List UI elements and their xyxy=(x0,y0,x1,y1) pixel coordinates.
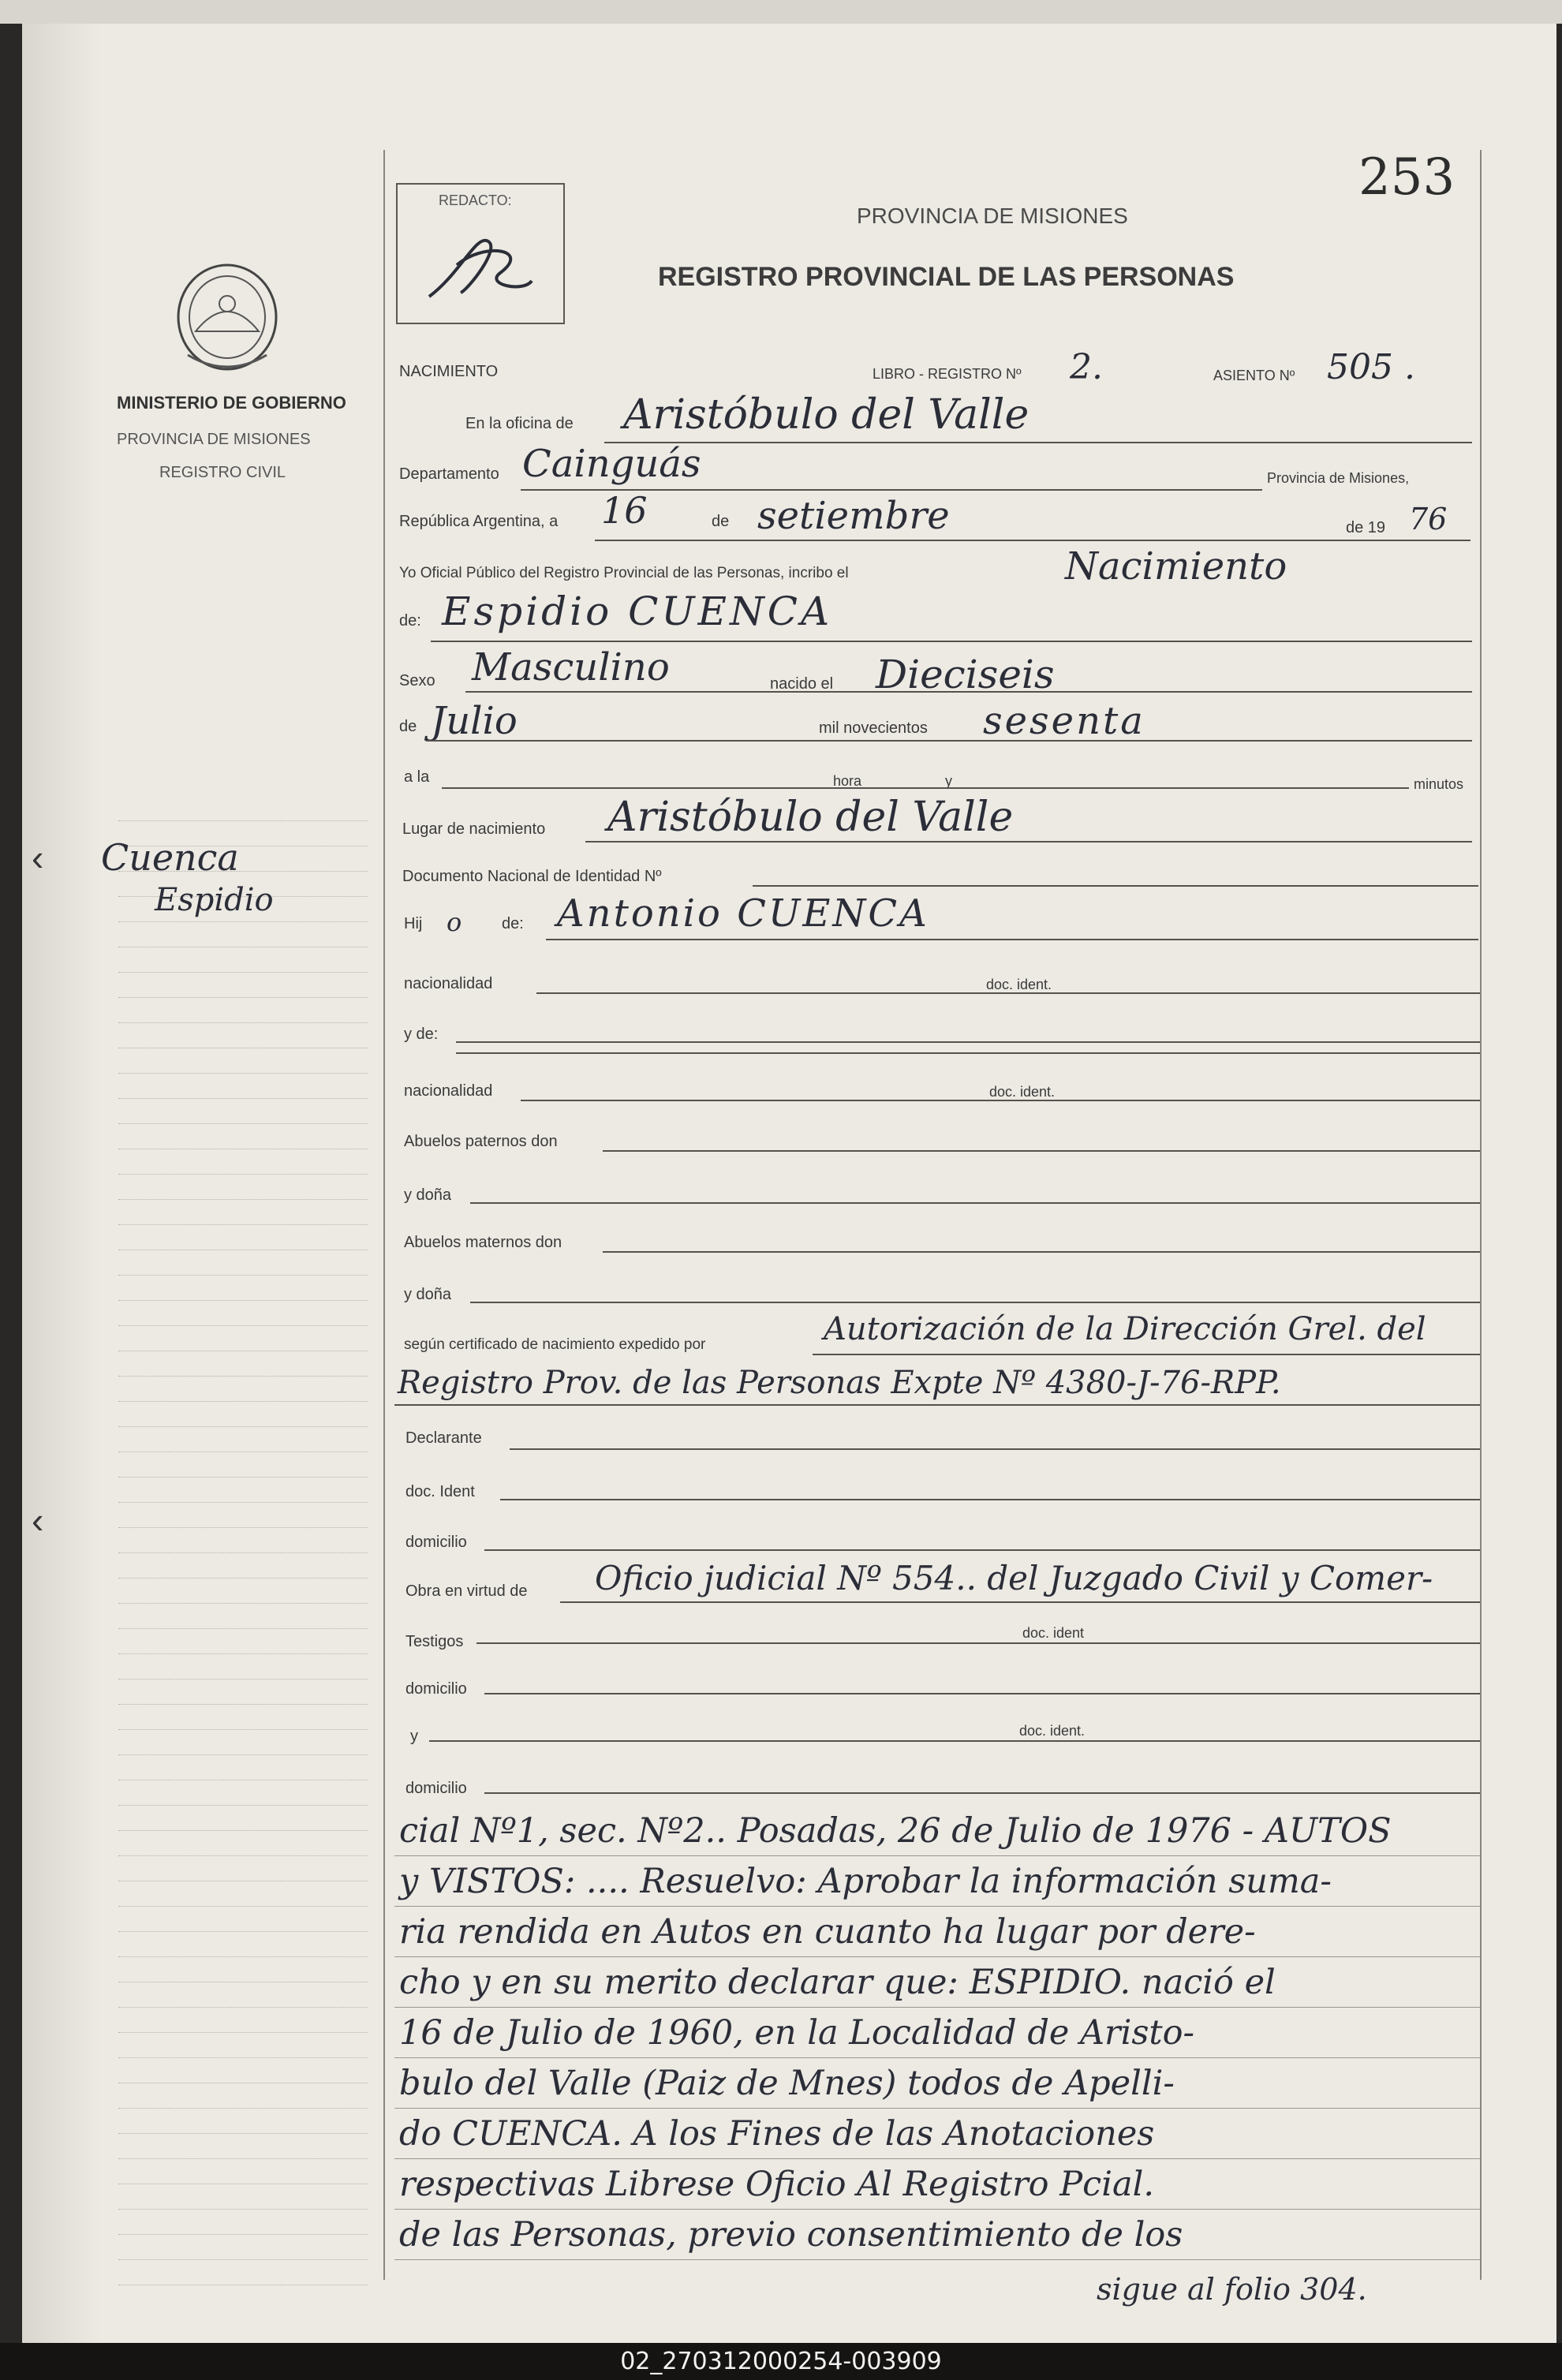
lugar-value: Aristóbulo del Valle xyxy=(607,794,1014,841)
margin-dotted-line xyxy=(118,1401,368,1402)
margin-dotted-line xyxy=(118,972,368,973)
departamento-value: Cainguás xyxy=(522,442,701,486)
rule-cert-1 xyxy=(813,1354,1480,1355)
libro-value: 2. xyxy=(1070,347,1103,387)
month-value: setiembre xyxy=(757,494,950,538)
padre-value: Antonio CUENCA xyxy=(557,891,929,936)
libro-label: LIBRO - REGISTRO Nº xyxy=(873,366,1022,382)
margin-dotted-line xyxy=(118,1754,368,1755)
margin-tick-mark-2: ‹ xyxy=(32,1500,44,1541)
resolution-rule xyxy=(394,1906,1480,1907)
hora-label: hora xyxy=(833,773,862,789)
nacido-value: Dieciseis xyxy=(876,652,1055,697)
resolution-rule xyxy=(394,1855,1480,1856)
resolution-line: y VISTOS: .... Resuelvo: Aprobar la información suma- xyxy=(399,1862,1332,1901)
provincial-seal-icon xyxy=(172,260,282,377)
book-spine-shadow xyxy=(22,24,101,2343)
margin-dotted-line xyxy=(118,1199,368,1200)
rule-lugar xyxy=(585,841,1472,843)
doc-ident-3-label: doc. ident xyxy=(1022,1625,1085,1641)
minutos-label: minutos xyxy=(1414,776,1464,792)
nacido-label: nacido el xyxy=(770,675,834,693)
certificado-line-2: Registro Prov. de las Personas Expte Nº 4380-J-76-RPP. xyxy=(398,1365,1281,1401)
resolution-rule xyxy=(394,2057,1480,2058)
hijo-de-label: de: xyxy=(502,915,524,932)
oficina-label: En la oficina de xyxy=(465,415,574,432)
header-province: PROVINCIA DE MISIONES xyxy=(857,204,1128,228)
left-margin-line xyxy=(383,150,385,2280)
resolution-rule xyxy=(394,2158,1480,2159)
dni-label: Documento Nacional de Identidad Nº xyxy=(402,868,662,885)
margin-dotted-line xyxy=(118,2133,368,2134)
margin-dotted-line xyxy=(118,1855,368,1856)
margin-dotted-line xyxy=(118,921,368,922)
doc-ident-2-label: doc. ident. xyxy=(989,1084,1056,1100)
resolution-line: cho y en su merito declarar que: ESPIDIO. nació el xyxy=(399,1963,1276,2002)
oficina-value: Aristóbulo del Valle xyxy=(623,391,1030,439)
image-identifier: 02_270312000254-003909 xyxy=(0,2343,1562,2380)
y-dona-2-label: y doña xyxy=(404,1286,452,1303)
resolution-line: bulo del Valle (Paiz de Mnes) todos de Apelli- xyxy=(399,2064,1175,2103)
resolution-rule xyxy=(394,2108,1480,2109)
sexo-value: Masculino xyxy=(472,645,670,689)
margin-dotted-line xyxy=(118,2158,368,2159)
declarante-label: Declarante xyxy=(405,1429,482,1447)
day-value: 16 xyxy=(601,489,648,532)
doc-ident-1-label: doc. ident. xyxy=(986,977,1052,992)
domicilio-1-label: domicilio xyxy=(405,1534,467,1551)
republica-label: República Argentina, a xyxy=(399,513,559,530)
redacto-label: REDACTO: xyxy=(439,192,512,208)
obra-value: Oficio judicial Nº 554.. del Juzgado Civil y Comer- xyxy=(595,1559,1433,1597)
resolution-line: ria rendida en Autos en cuanto ha lugar por dere- xyxy=(399,1912,1256,1952)
margin-dotted-line xyxy=(118,2259,368,2260)
initials-signature-icon xyxy=(413,218,547,312)
de-label: de xyxy=(712,513,730,530)
margin-dotted-line xyxy=(118,2234,368,2235)
y-2-label: y xyxy=(410,1728,418,1745)
rule-obra xyxy=(560,1601,1480,1603)
margin-dotted-line xyxy=(118,1603,368,1604)
redacto-box xyxy=(396,183,565,324)
rule-domicilio-3 xyxy=(484,1792,1480,1794)
page-number: 253 xyxy=(1358,148,1456,207)
de-year-label: de 19 xyxy=(1346,519,1386,536)
year-value: 76 xyxy=(1409,502,1448,536)
de-month-label: de xyxy=(399,718,417,735)
rule-nac2 xyxy=(521,1100,1480,1101)
rule-domicilio-1 xyxy=(484,1549,1480,1551)
abuelos-paternos-label: Abuelos paternos don xyxy=(404,1133,558,1150)
left-civil-registry: REGISTRO CIVIL xyxy=(159,464,286,481)
margin-dotted-line xyxy=(118,1931,368,1932)
margin-dotted-line xyxy=(118,2007,368,2008)
resolution-line: do CUENCA. A los Fines de las Anotaciones xyxy=(399,2114,1155,2154)
header-registry: REGISTRO PROVINCIAL DE LAS PERSONAS xyxy=(658,262,1235,292)
margin-dotted-line xyxy=(118,1578,368,1579)
hijo-suffix: o xyxy=(447,907,462,937)
margin-dotted-line xyxy=(118,1704,368,1705)
margin-surname: Cuenca xyxy=(101,836,239,879)
departamento-label: Departamento xyxy=(399,465,499,483)
rule-y-dona-1 xyxy=(470,1202,1480,1204)
domicilio-2-label: domicilio xyxy=(405,1680,467,1698)
margin-dotted-line xyxy=(118,1224,368,1225)
acto-value: Nacimiento xyxy=(1065,544,1287,588)
birth-year-value: sesenta xyxy=(983,699,1145,743)
margin-dotted-line xyxy=(118,1123,368,1124)
certificado-line-1: Autorización de la Dirección Grel. del xyxy=(824,1311,1426,1347)
margin-dotted-line xyxy=(118,1502,368,1503)
sexo-label: Sexo xyxy=(399,672,435,689)
lugar-label: Lugar de nacimiento xyxy=(402,820,546,838)
margin-tick-mark: ‹ xyxy=(32,837,44,878)
margin-dotted-line xyxy=(118,1275,368,1276)
rule-testigos xyxy=(476,1642,1480,1644)
obra-label: Obra en virtud de xyxy=(405,1582,528,1600)
rule-y-de xyxy=(456,1041,1480,1043)
margin-dotted-line xyxy=(118,1022,368,1023)
margin-dotted-line xyxy=(118,1653,368,1654)
margin-dotted-line xyxy=(118,1300,368,1301)
resolution-rule xyxy=(394,2259,1480,2260)
rule-y-2 xyxy=(429,1740,1480,1742)
margin-dotted-line xyxy=(118,1729,368,1730)
domicilio-3-label: domicilio xyxy=(405,1780,467,1797)
margin-dotted-line xyxy=(118,1830,368,1831)
resolution-line: de las Personas, previo consentimiento de los xyxy=(399,2215,1183,2255)
birth-month-value: Julio xyxy=(431,699,518,743)
margin-dotted-line xyxy=(118,2209,368,2210)
nacionalidad-1-label: nacionalidad xyxy=(404,975,493,992)
resolution-line: cial Nº1, sec. Nº2.. Posadas, 26 de Julio de 1976 - AUTOS xyxy=(399,1811,1392,1851)
margin-dotted-line xyxy=(118,2057,368,2058)
left-province: PROVINCIA DE MISIONES xyxy=(117,431,311,448)
hijo-label: Hij xyxy=(404,915,423,932)
margin-dotted-line xyxy=(118,1527,368,1528)
margin-dotted-line xyxy=(118,1906,368,1907)
a-la-label: a la xyxy=(404,768,430,786)
ministry-name: MINISTERIO DE GOBIERNO xyxy=(117,393,346,413)
margin-given-name: Espidio xyxy=(155,882,274,918)
y-label: y xyxy=(945,773,952,789)
margin-dotted-line xyxy=(118,1956,368,1957)
margin-dotted-line xyxy=(118,1477,368,1478)
margin-dotted-line xyxy=(118,1098,368,1099)
asiento-value: 505 . xyxy=(1327,347,1415,387)
nacionalidad-2-label: nacionalidad xyxy=(404,1082,493,1100)
testigos-label: Testigos xyxy=(405,1633,464,1650)
rule-y-de-2 xyxy=(456,1052,1480,1054)
margin-dotted-line xyxy=(118,2032,368,2033)
asiento-label: ASIENTO Nº xyxy=(1213,368,1295,383)
rule-cert-2 xyxy=(394,1404,1480,1406)
right-margin-line xyxy=(1480,150,1482,2280)
resolution-rule xyxy=(394,2007,1480,2008)
rule-y-dona-2 xyxy=(470,1302,1480,1303)
resolution-rule xyxy=(394,2209,1480,2210)
margin-dotted-line xyxy=(118,820,368,821)
record-type: NACIMIENTO xyxy=(399,363,499,380)
continuation-note: sigue al folio 304. xyxy=(1097,2272,1367,2307)
rule-mes-nac xyxy=(426,740,1472,742)
margin-dotted-line xyxy=(118,1174,368,1175)
doc-ident-declarante-label: doc. Ident xyxy=(405,1483,475,1500)
resolution-line: 16 de Julio de 1960, en la Localidad de Aristo- xyxy=(399,2013,1195,2053)
rule-republica xyxy=(595,540,1470,541)
margin-dotted-line xyxy=(118,1552,368,1553)
oficial-label: Yo Oficial Público del Registro Provincial de las Personas, incribo el xyxy=(399,565,849,581)
page-top-background xyxy=(0,0,1562,24)
nombre-value: Espidio CUENCA xyxy=(442,588,833,634)
rule-dni xyxy=(753,885,1478,887)
margin-dotted-line xyxy=(118,1628,368,1629)
resolution-rule xyxy=(394,1956,1480,1957)
rule-declarante xyxy=(510,1448,1480,1450)
rule-domicilio-2 xyxy=(484,1693,1480,1694)
margin-dotted-line xyxy=(118,1325,368,1326)
rule-sexo xyxy=(465,691,1472,693)
provincia-label: Provincia de Misiones, xyxy=(1267,470,1410,486)
margin-dotted-line xyxy=(118,1426,368,1427)
margin-dotted-line xyxy=(118,997,368,998)
y-dona-1-label: y doña xyxy=(404,1186,452,1204)
rule-abuelos-m xyxy=(603,1251,1480,1253)
rule-abuelos-p xyxy=(603,1150,1480,1152)
rule-nac1 xyxy=(536,992,1480,994)
rule-hijo xyxy=(546,939,1478,940)
rule-hora xyxy=(442,787,1409,789)
abuelos-maternos-label: Abuelos maternos don xyxy=(404,1234,562,1251)
mil-novecientos-label: mil novecientos xyxy=(819,719,928,737)
certificado-label: según certificado de nacimiento expedido por xyxy=(404,1336,706,1353)
margin-dotted-line xyxy=(118,1376,368,1377)
resolution-line: respectivas Librese Oficio Al Registro Pcial. xyxy=(399,2165,1155,2204)
y-de-label: y de: xyxy=(404,1026,439,1043)
margin-dotted-line xyxy=(118,1073,368,1074)
de-name-label: de: xyxy=(399,612,421,630)
doc-ident-4-label: doc. ident. xyxy=(1019,1723,1086,1739)
margin-dotted-line xyxy=(118,2108,368,2109)
rule-oficina xyxy=(604,442,1472,443)
rule-doc-ident xyxy=(500,1499,1480,1500)
margin-dotted-line xyxy=(118,1805,368,1806)
rule-nombre xyxy=(431,641,1472,642)
